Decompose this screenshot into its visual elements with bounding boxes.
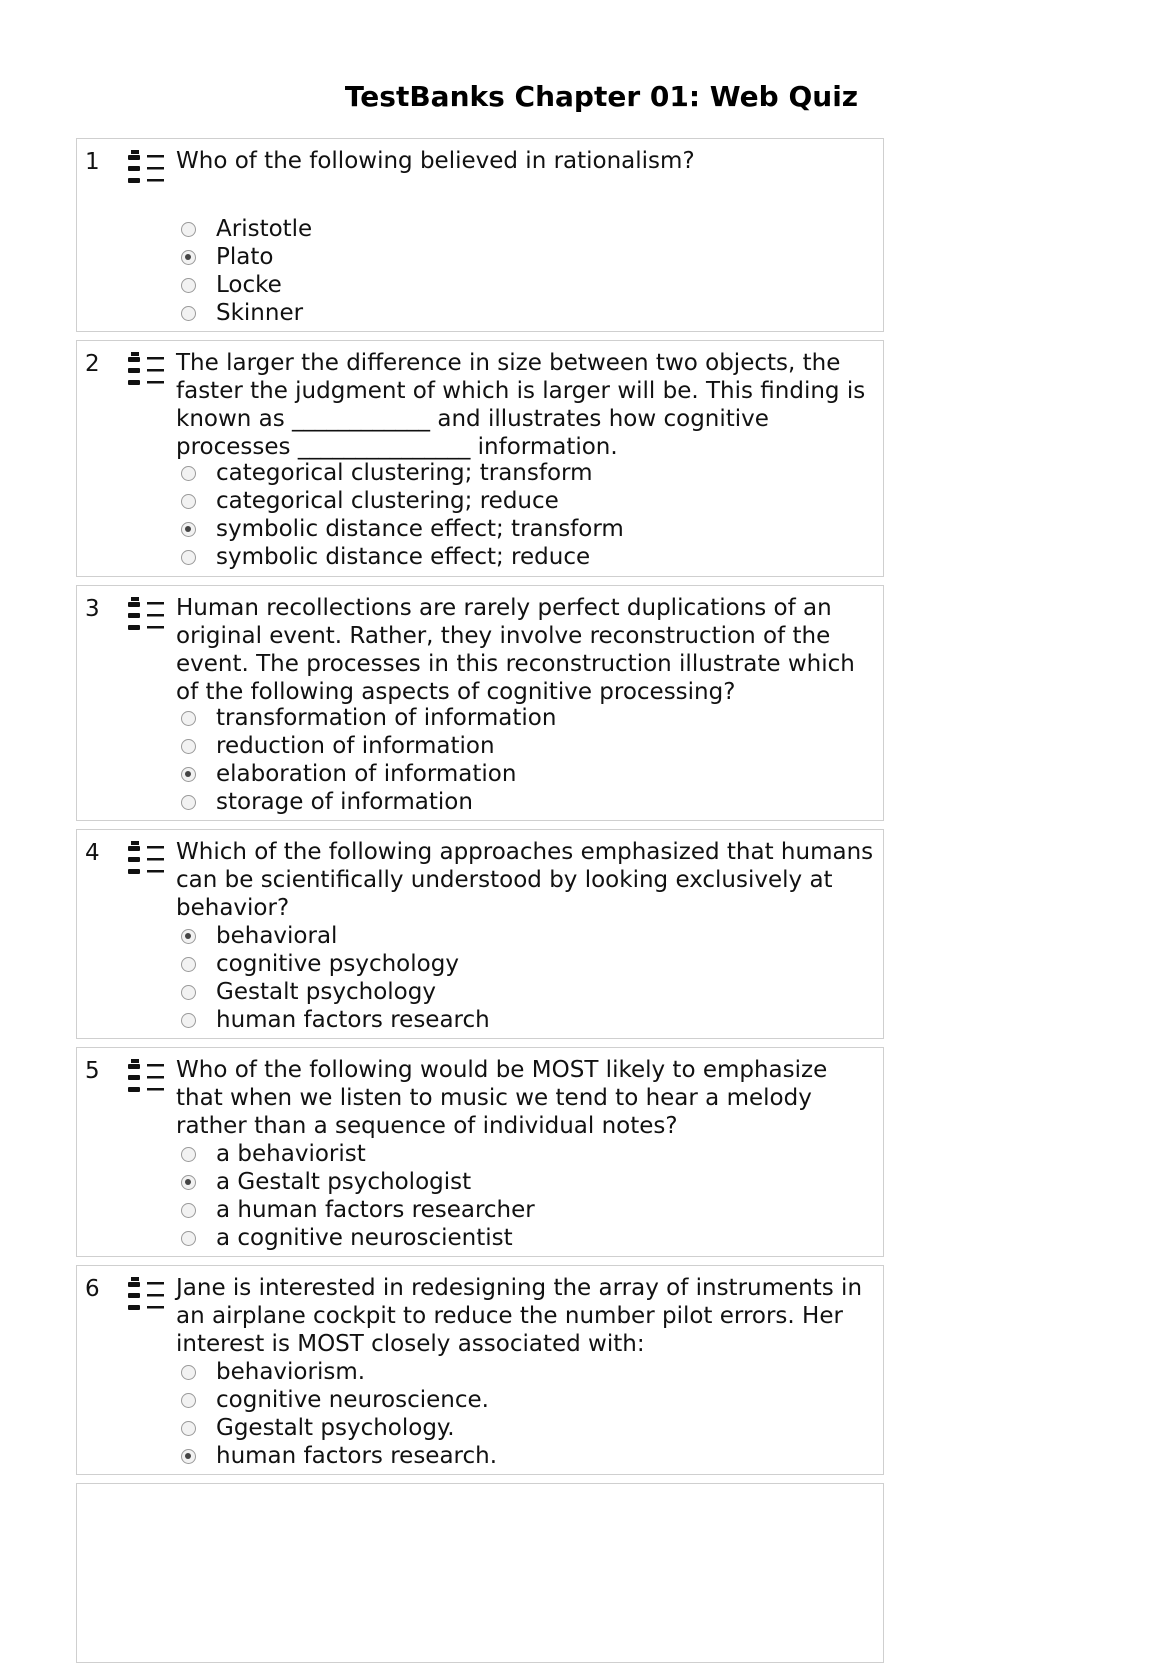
answer-option[interactable]	[176, 271, 312, 299]
answer-options	[176, 1140, 535, 1252]
answer-option[interactable]	[176, 1196, 535, 1224]
answer-option[interactable]	[176, 1414, 497, 1442]
radio-button[interactable]	[181, 222, 196, 237]
question-text: Who of the following would be MOST likely to emphasize that when we listen to music we tend to hear a melody rather than a sequence of individual notes?	[176, 1057, 828, 1139]
answer-option[interactable]	[176, 1358, 497, 1386]
radio-button[interactable]	[181, 466, 196, 481]
question-number: 1	[85, 149, 100, 175]
answer-label: cognitive psychology	[216, 951, 459, 977]
question-text: The larger the difference in size between two objects, the faster the judgment of which is larger will be. This finding is known as ____________ and illustrates how cognitive processes _______________ information.	[176, 350, 866, 460]
question-text: Jane is interested in redesigning the array of instruments in an airplane cockpit to reduce the number pilot errors. Her interest is MOST closely associated with:	[176, 1275, 863, 1357]
answer-label: a human factors researcher	[216, 1197, 535, 1223]
answer-label: Plato	[216, 244, 274, 270]
answer-label: a cognitive neuroscientist	[216, 1225, 513, 1251]
answer-label: behavioral	[216, 923, 338, 949]
question-card-partial	[76, 1483, 884, 1663]
answer-label: a Gestalt psychologist	[216, 1169, 472, 1195]
answer-label: categorical clustering; transform	[216, 460, 593, 486]
question-number: 2	[85, 351, 100, 377]
answer-options	[176, 459, 624, 571]
radio-button[interactable]	[181, 711, 196, 726]
answer-option[interactable]	[176, 299, 312, 327]
answer-option[interactable]	[176, 1442, 497, 1470]
multiple-choice-icon	[127, 150, 167, 192]
question-card	[76, 138, 884, 332]
answer-options	[176, 215, 312, 327]
answer-label: elaboration of information	[216, 761, 517, 787]
question-card	[76, 1047, 884, 1257]
answer-option[interactable]	[176, 978, 490, 1006]
answer-label: cognitive neuroscience.	[216, 1387, 489, 1413]
question-card	[76, 1265, 884, 1475]
answer-option[interactable]	[176, 459, 624, 487]
answer-label: a behaviorist	[216, 1141, 366, 1167]
answer-option[interactable]	[176, 1168, 535, 1196]
radio-button[interactable]	[181, 550, 196, 565]
answer-label: symbolic distance effect; transform	[216, 516, 624, 542]
answer-label: behaviorism.	[216, 1359, 366, 1385]
multiple-choice-icon	[127, 1277, 167, 1319]
answer-option[interactable]	[176, 1224, 535, 1252]
answer-option[interactable]	[176, 215, 312, 243]
answer-option[interactable]	[176, 732, 556, 760]
page-title: TestBanks Chapter 01: Web Quiz	[344, 80, 859, 113]
radio-button[interactable]	[181, 739, 196, 754]
radio-button[interactable]	[181, 985, 196, 1000]
answer-option[interactable]	[176, 788, 556, 816]
answer-option[interactable]	[176, 487, 624, 515]
question-number: 4	[85, 840, 100, 866]
answer-option[interactable]	[176, 1140, 535, 1168]
radio-button[interactable]	[181, 1203, 196, 1218]
answer-label: Ggestalt psychology.	[216, 1415, 455, 1441]
answer-options	[176, 922, 490, 1034]
answer-option[interactable]	[176, 543, 624, 571]
answer-option[interactable]	[176, 515, 624, 543]
question-number: 5	[85, 1058, 100, 1084]
answer-label: Gestalt psychology	[216, 979, 436, 1005]
answer-label: Aristotle	[216, 216, 313, 242]
multiple-choice-icon	[127, 352, 167, 394]
radio-button[interactable]	[181, 278, 196, 293]
radio-button-selected[interactable]	[181, 1175, 196, 1190]
radio-button[interactable]	[181, 1365, 196, 1380]
answer-option[interactable]	[176, 950, 490, 978]
answer-label: Locke	[216, 272, 282, 298]
question-text: Human recollections are rarely perfect duplications of an original event. Rather, they involve reconstruction of the event. The processes in this reconstruction illustrate which of the following aspects of cognitive processing?	[176, 595, 855, 705]
radio-button[interactable]	[181, 1393, 196, 1408]
radio-button[interactable]	[181, 494, 196, 509]
answer-label: Skinner	[216, 300, 304, 326]
answer-option[interactable]	[176, 243, 312, 271]
question-text: Who of the following believed in rationalism?	[176, 148, 695, 174]
radio-button-selected[interactable]	[181, 1449, 196, 1464]
radio-button[interactable]	[181, 1231, 196, 1246]
question-card	[76, 585, 884, 821]
answer-option[interactable]	[176, 760, 556, 788]
answer-options	[176, 704, 556, 816]
answer-option[interactable]	[176, 922, 490, 950]
question-number: 6	[85, 1276, 100, 1302]
question-card	[76, 340, 884, 577]
answer-option[interactable]	[176, 1386, 497, 1414]
radio-button[interactable]	[181, 1013, 196, 1028]
answer-label: reduction of information	[216, 733, 495, 759]
radio-button-selected[interactable]	[181, 929, 196, 944]
multiple-choice-icon	[127, 841, 167, 883]
answer-options	[176, 1358, 497, 1470]
radio-button[interactable]	[181, 1421, 196, 1436]
radio-button[interactable]	[181, 957, 196, 972]
question-text: Which of the following approaches emphasized that humans can be scientifically understood by looking exclusively at behavior?	[176, 839, 874, 921]
radio-button[interactable]	[181, 1147, 196, 1162]
answer-label: storage of information	[216, 789, 473, 815]
answer-option[interactable]	[176, 704, 556, 732]
radio-button[interactable]	[181, 306, 196, 321]
answer-label: human factors research	[216, 1007, 490, 1033]
radio-button-selected[interactable]	[181, 250, 196, 265]
answer-label: transformation of information	[216, 705, 557, 731]
question-number: 3	[85, 596, 100, 622]
question-card	[76, 829, 884, 1039]
radio-button-selected[interactable]	[181, 767, 196, 782]
answer-label: categorical clustering; reduce	[216, 488, 559, 514]
multiple-choice-icon	[127, 597, 167, 639]
answer-label: symbolic distance effect; reduce	[216, 544, 591, 570]
radio-button-selected[interactable]	[181, 522, 196, 537]
radio-button[interactable]	[181, 795, 196, 810]
answer-option[interactable]	[176, 1006, 490, 1034]
answer-label: human factors research.	[216, 1443, 498, 1469]
multiple-choice-icon	[127, 1059, 167, 1101]
